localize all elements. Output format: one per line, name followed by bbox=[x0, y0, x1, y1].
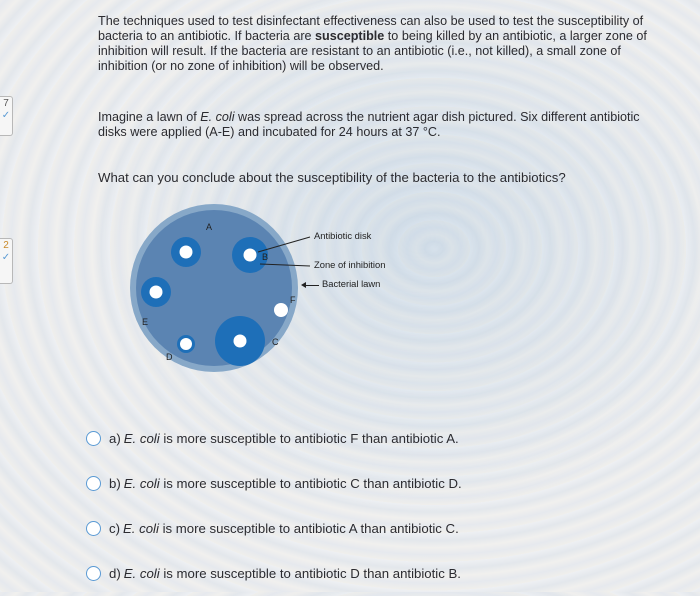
scenario-text-2: was spread across the nutrient agar dish pictured. Six different antibiotic disks were applied (A-E) and incubated for 24 hours at 37 °C. bbox=[98, 110, 640, 139]
answer-organism: E. coli bbox=[123, 566, 160, 581]
answer-letter: d) bbox=[109, 566, 121, 581]
answer-text-b bbox=[109, 476, 462, 491]
question-nav-item-7[interactable] bbox=[0, 96, 13, 136]
answer-text-d bbox=[109, 566, 461, 581]
answer-organism: E. coli bbox=[123, 476, 160, 491]
answer-letter: a) bbox=[109, 431, 121, 446]
answer-text-a bbox=[109, 431, 459, 446]
answer-letter: c) bbox=[109, 521, 120, 536]
bacterial-lawn-arrow bbox=[305, 285, 319, 286]
check-icon: ✓ bbox=[1, 252, 11, 263]
intro-text-2: to being killed by an antibiotic, a larger zone of inhibition will result. If the bacteria are resistant to an antibiotic (i.e., not killed), a small zone of inhibition (or no zone of inhibition) will be observed. bbox=[98, 29, 647, 73]
question-nav-strip bbox=[0, 0, 14, 592]
answer-statement: is more susceptible to antibiotic D than antibiotic B. bbox=[159, 566, 461, 581]
agar-dish-diagram bbox=[130, 200, 420, 400]
intro-text-1: The techniques used to test disinfectant effectiveness can also be used to test the susceptibility of bacteria to an antibiotic. If bacteria are bbox=[98, 14, 644, 43]
disk-label-a: A bbox=[206, 222, 213, 232]
disk-label-e: E bbox=[142, 317, 149, 327]
scenario-text-1: Imagine a lawn of bbox=[98, 110, 201, 124]
disk-label-c: C bbox=[272, 337, 279, 347]
question-number: 2 bbox=[3, 240, 9, 251]
legend-zone-of-inhibition: Zone of inhibition bbox=[314, 259, 386, 270]
disk-label-f: F bbox=[290, 295, 296, 305]
radio-button-b[interactable] bbox=[86, 476, 101, 491]
question-nav-item-2[interactable] bbox=[0, 238, 13, 284]
disk-a bbox=[180, 246, 193, 259]
answer-option-c[interactable] bbox=[86, 506, 646, 551]
disk-label-d: D bbox=[166, 352, 173, 362]
intro-paragraph bbox=[98, 14, 648, 74]
legend-bacterial-lawn: Bacterial lawn bbox=[322, 278, 381, 289]
answer-text-c bbox=[109, 521, 459, 536]
question-text: What can you conclude about the susceptibility of the bacteria to the antibiotics? bbox=[98, 170, 566, 185]
answer-statement: is more susceptible to antibiotic F than antibiotic A. bbox=[159, 431, 459, 446]
organism-name: E. coli bbox=[200, 110, 235, 124]
answer-organism: E. coli bbox=[123, 521, 159, 536]
radio-button-a[interactable] bbox=[86, 431, 101, 446]
answer-letter: b) bbox=[109, 476, 121, 491]
disk-f bbox=[274, 303, 288, 317]
disk-c bbox=[234, 335, 247, 348]
answer-option-a[interactable] bbox=[86, 416, 646, 461]
susceptible-bold: susceptible bbox=[315, 29, 385, 43]
disk-label-b: B bbox=[262, 252, 269, 262]
answer-organism: E. coli bbox=[123, 431, 160, 446]
check-icon: ✓ bbox=[1, 110, 11, 121]
answer-statement: is more susceptible to antibiotic C than antibiotic D. bbox=[159, 476, 462, 491]
answer-option-b[interactable] bbox=[86, 461, 646, 506]
answer-option-d[interactable] bbox=[86, 551, 646, 596]
answer-statement: is more susceptible to antibiotic A than antibiotic C. bbox=[158, 521, 459, 536]
disk-b bbox=[244, 249, 257, 262]
disk-e bbox=[150, 286, 163, 299]
scenario-paragraph bbox=[98, 110, 648, 140]
legend-antibiotic-disk: Antibiotic disk bbox=[314, 230, 372, 241]
agar-dish-figure bbox=[130, 200, 420, 400]
disk-d bbox=[180, 338, 192, 350]
radio-button-c[interactable] bbox=[86, 521, 101, 536]
question-number: 7 bbox=[3, 98, 9, 109]
answer-options bbox=[86, 416, 646, 596]
radio-button-d[interactable] bbox=[86, 566, 101, 581]
